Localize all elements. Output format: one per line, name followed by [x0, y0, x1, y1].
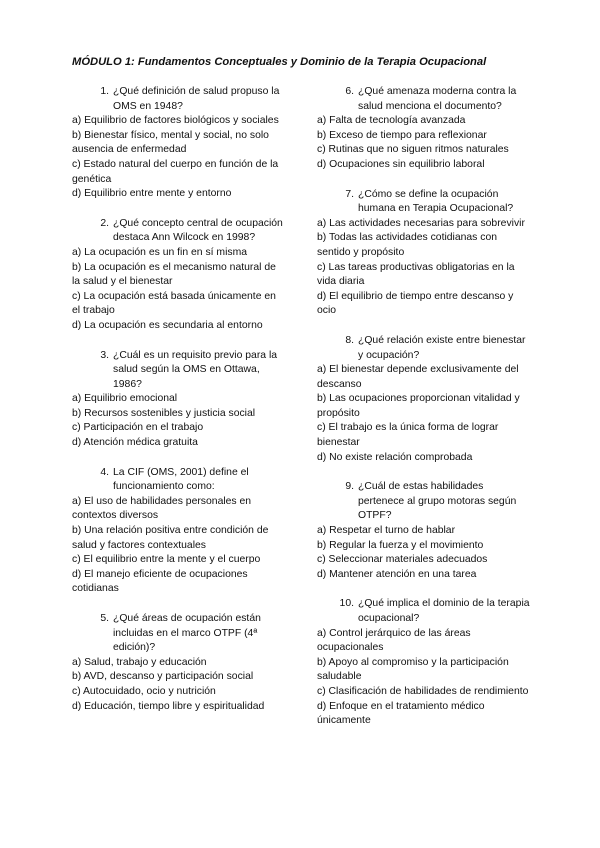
- question-3: [72, 349, 286, 451]
- option-c: c) Rutinas que no siguen ritmos naturales: [317, 144, 509, 156]
- question-6: [317, 85, 531, 173]
- question-text: ¿Qué definición de salud propuso la OMS en 1948?: [113, 86, 280, 112]
- question-number: 4.: [100, 466, 109, 478]
- question-number: 5.: [100, 613, 109, 624]
- option-b: b) La ocupación es el mecanismo natural de la salud y el bienestar: [72, 261, 276, 288]
- option-c: c) Clasificación de habilidades de rendimiento: [317, 685, 529, 697]
- option-a: a) El uso de habilidades personales en contextos diversos: [72, 495, 252, 522]
- option-c: c) Autocuidado, ocio y nutrición: [72, 685, 216, 697]
- question-header: [334, 85, 531, 114]
- option-d: d) Mantener atención en una tarea: [317, 568, 477, 580]
- option-b: b) Las ocupaciones proporcionan vitalidad y propósito: [317, 393, 520, 419]
- question-9: [317, 480, 531, 582]
- question-header: [89, 612, 286, 656]
- question-5: [72, 612, 286, 714]
- option-d: d) El manejo eficiente de ocupaciones cotidianas: [72, 568, 248, 595]
- option-d: d) Atención médica gratuita: [72, 437, 198, 449]
- question-text: ¿Qué áreas de ocupación están incluidas en el marco OTPF (4ª edición)?: [113, 613, 261, 654]
- option-c: c) Seleccionar materiales adecuados: [317, 554, 488, 566]
- option-d: d) Ocupaciones sin equilibrio laboral: [317, 158, 485, 170]
- question-header: [334, 597, 531, 626]
- option-a: a) Equilibrio emocional: [72, 393, 178, 405]
- question-number: 8.: [345, 334, 354, 346]
- option-a: a) Falta de tecnología avanzada: [317, 115, 466, 127]
- question-header: [334, 334, 531, 363]
- right-column: [317, 85, 531, 744]
- option-a: a) Equilibrio de factores biológicos y sociales: [72, 115, 279, 127]
- left-column: [72, 85, 286, 729]
- question-text: ¿Cómo se define la ocupación humana en Terapia Ocupacional?: [358, 188, 514, 215]
- question-number: 9.: [345, 481, 354, 493]
- option-a: a) El bienestar depende exclusivamente del descanso: [317, 364, 519, 390]
- question-number: 3.: [100, 349, 109, 361]
- document-title: MÓDULO 1: Fundamentos Conceptuales y Dominio de la Terapia Ocupacional: [72, 56, 487, 68]
- option-c: c) Participación en el trabajo: [72, 422, 204, 434]
- option-a: a) Las actividades necesarias para sobrevivir: [317, 217, 525, 229]
- option-d: d) Equilibrio entre mente y entorno: [72, 188, 232, 200]
- question-text: ¿Cuál de estas habilidades pertenece al grupo motoras según OTPF?: [358, 481, 517, 522]
- option-b: b) Exceso de tiempo para reflexionar: [317, 129, 487, 141]
- question-7: [317, 188, 531, 319]
- question-header: [89, 349, 286, 393]
- option-d: d) Enfoque en el tratamiento médico únicamente: [317, 700, 485, 727]
- question-number: 7.: [345, 188, 354, 200]
- question-header: [334, 188, 531, 217]
- question-text: ¿Qué amenaza moderna contra la salud menciona el documento?: [358, 86, 517, 112]
- question-10: [317, 597, 531, 728]
- option-c: c) La ocupación está basada únicamente en el trabajo: [72, 290, 276, 317]
- option-a: a) Salud, trabajo y educación: [72, 656, 207, 668]
- option-b: b) Todas las actividades cotidianas con sentido y propósito: [317, 232, 498, 258]
- question-1: [72, 85, 286, 202]
- option-a: a) Control jerárquico de las áreas ocupacionales: [317, 627, 471, 654]
- question-header: [89, 85, 286, 114]
- question-text: ¿Qué concepto central de ocupación destaca Ann Wilcock en 1998?: [113, 217, 283, 244]
- question-header: [89, 217, 286, 246]
- option-b: b) Recursos sostenibles y justicia social: [72, 407, 256, 419]
- option-c: c) El equilibrio entre la mente y el cuerpo: [72, 554, 261, 566]
- option-c: c) Estado natural del cuerpo en función de la genética: [72, 158, 279, 185]
- option-b: b) AVD, descanso y participación social: [72, 671, 254, 683]
- option-d: d) La ocupación es secundaria al entorno: [72, 319, 263, 331]
- question-text: ¿Qué implica el dominio de la terapia ocupacional?: [358, 598, 530, 624]
- option-b: b) Regular la fuerza y el movimiento: [317, 539, 484, 551]
- question-2: [72, 217, 286, 334]
- question-header: [89, 466, 286, 495]
- option-b: b) Bienestar físico, mental y social, no solo ausencia de enfermedad: [72, 129, 269, 156]
- option-d: d) El equilibrio de tiempo entre descanso y ocio: [317, 290, 514, 317]
- option-a: a) La ocupación es un fin en sí misma: [72, 246, 248, 258]
- option-b: b) Apoyo al compromiso y la participación saludable: [317, 656, 509, 683]
- option-d: d) No existe relación comprobada: [317, 451, 473, 463]
- question-number: 6.: [345, 86, 354, 97]
- option-d: d) Educación, tiempo libre y espiritualidad: [72, 700, 265, 712]
- question-4: [72, 466, 286, 597]
- option-b: b) Una relación positiva entre condición de salud y factores contextuales: [72, 525, 269, 551]
- question-8: [317, 334, 531, 465]
- question-text: ¿Cuál es un requisito previo para la salud según la OMS en Ottawa, 1986?: [113, 349, 278, 390]
- option-c: c) Las tareas productivas obligatorias en la vida diaria: [317, 261, 515, 288]
- question-number: 1.: [100, 86, 109, 97]
- question-header: [334, 480, 531, 524]
- question-text: ¿Qué relación existe entre bienestar y ocupación?: [358, 334, 526, 361]
- option-a: a) Respetar el turno de hablar: [317, 525, 456, 537]
- question-text: La CIF (OMS, 2001) define el funcionamiento como:: [113, 466, 249, 493]
- question-number: 10.: [339, 598, 354, 610]
- question-number: 2.: [100, 217, 109, 229]
- option-c: c) El trabajo es la única forma de lograr bienestar: [317, 422, 499, 449]
